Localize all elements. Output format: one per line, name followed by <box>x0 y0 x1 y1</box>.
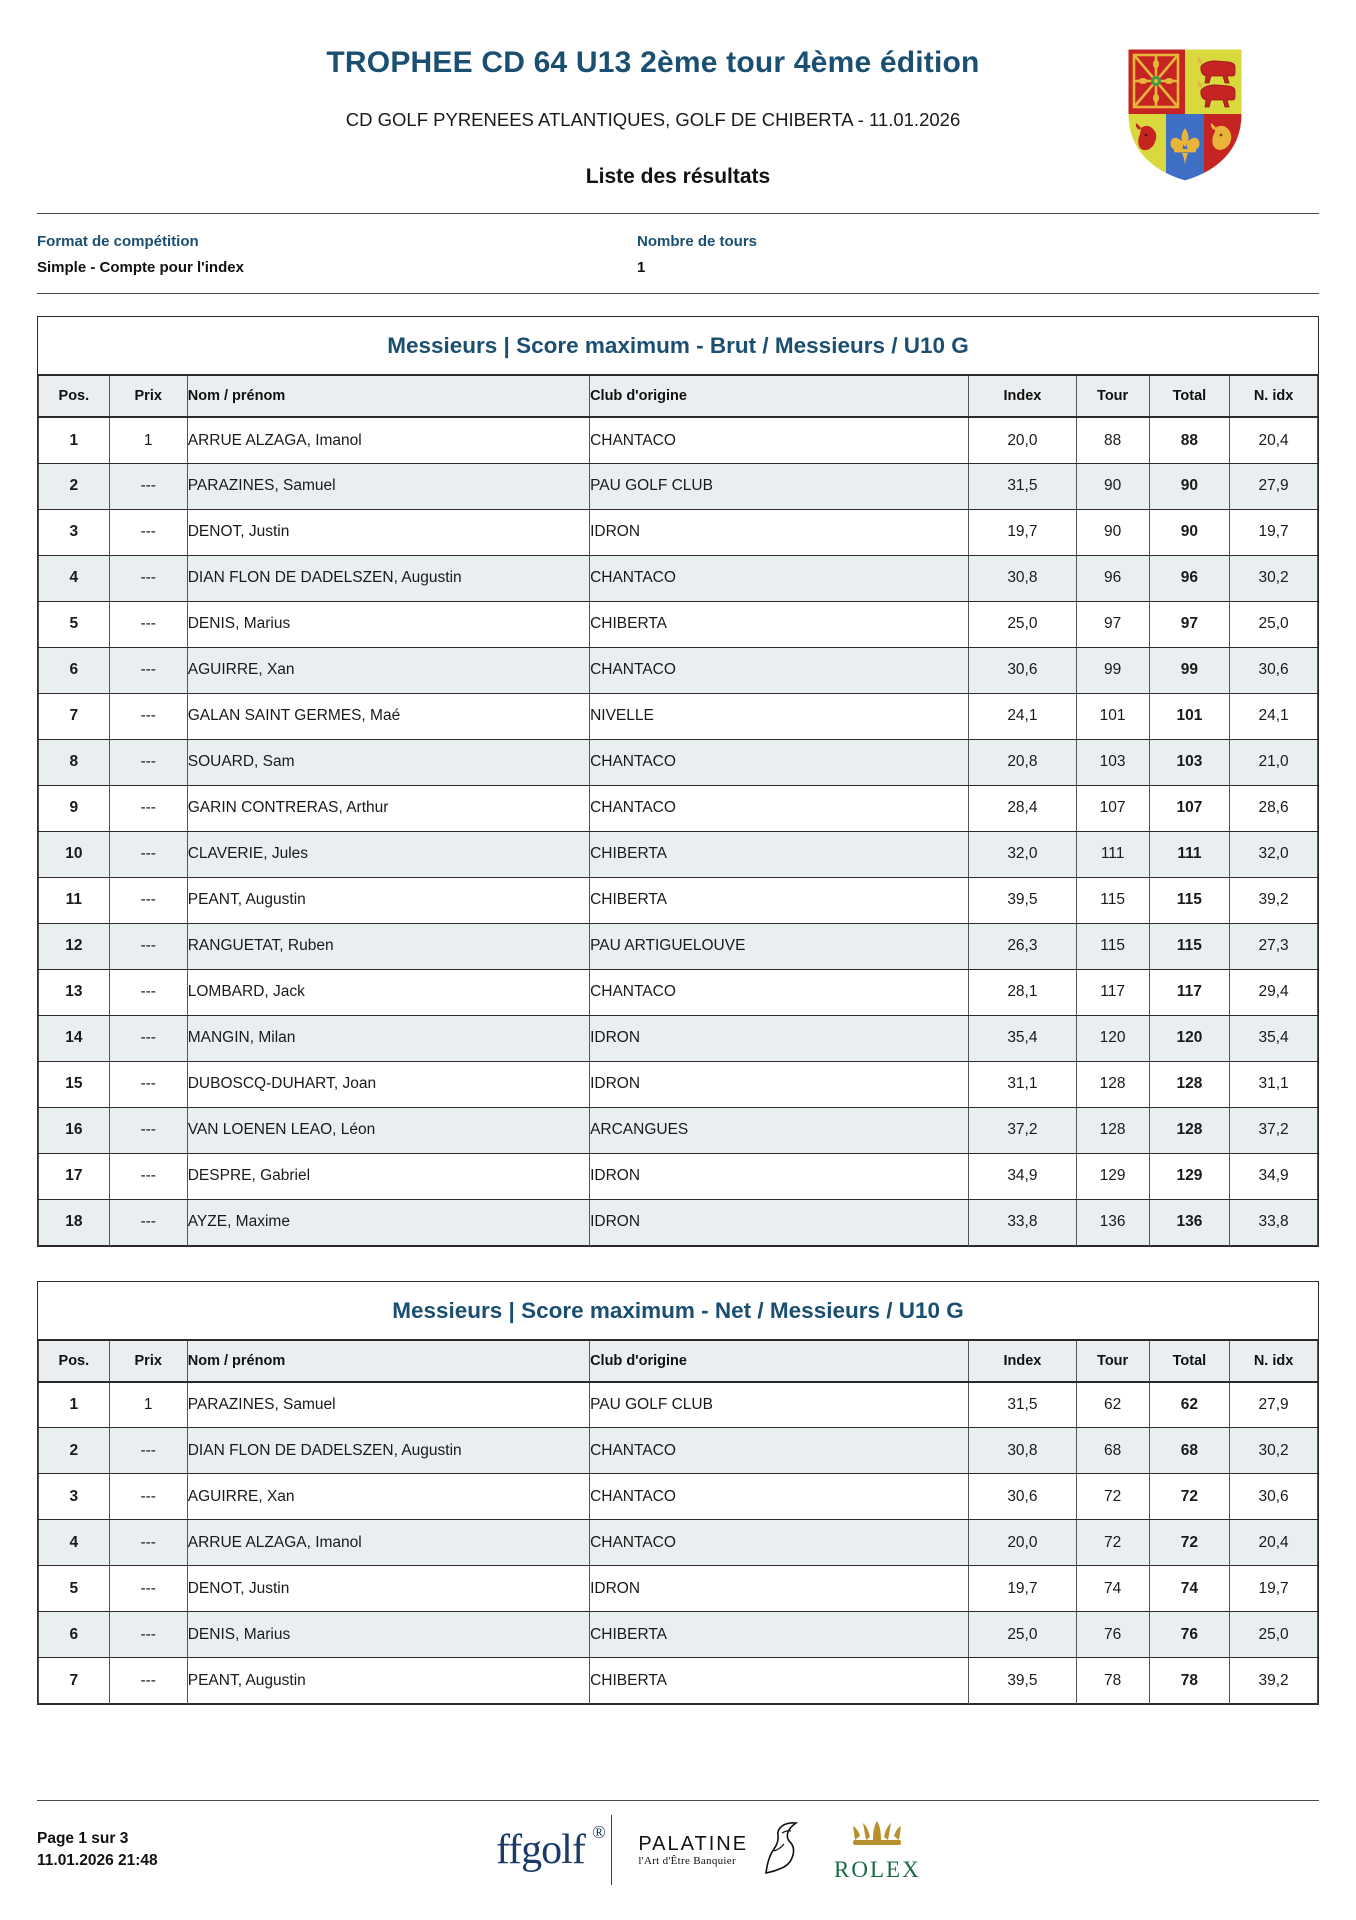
col-prix[interactable]: Prix <box>109 375 187 417</box>
table-row[interactable] <box>39 969 1318 1015</box>
cell-club: IDRON <box>590 1153 969 1199</box>
cell-index: 20,0 <box>969 1520 1076 1566</box>
cell-nidx: 27,9 <box>1230 1382 1318 1428</box>
cell-nidx: 33,8 <box>1230 1199 1318 1245</box>
cell-pos: 2 <box>39 463 110 509</box>
table-header-row <box>39 375 1318 417</box>
rounds-value: 1 <box>637 259 646 276</box>
cell-nidx: 37,2 <box>1230 1107 1318 1153</box>
table-row[interactable] <box>39 1015 1318 1061</box>
cell-nidx: 32,0 <box>1230 831 1318 877</box>
cell-tour: 117 <box>1076 969 1149 1015</box>
cell-nom: DENOT, Justin <box>187 1566 589 1612</box>
cell-total: 136 <box>1149 1199 1229 1245</box>
cell-index: 20,8 <box>969 739 1076 785</box>
cell-total: 74 <box>1149 1566 1229 1612</box>
rounds-column <box>637 228 1319 280</box>
cell-tour: 129 <box>1076 1153 1149 1199</box>
cell-nom: SOUARD, Sam <box>187 739 589 785</box>
cell-total: 90 <box>1149 463 1229 509</box>
table-row[interactable] <box>39 417 1318 463</box>
results-table <box>38 1339 1318 1705</box>
cell-club: CHIBERTA <box>590 1658 969 1704</box>
cell-nidx: 34,9 <box>1230 1153 1318 1199</box>
palatine-logo <box>638 1821 808 1879</box>
cell-nom: PEANT, Augustin <box>187 877 589 923</box>
cell-index: 20,0 <box>969 417 1076 463</box>
results-table-net <box>37 1281 1319 1706</box>
rolex-logo <box>834 1820 921 1881</box>
competition-info <box>37 214 1319 294</box>
table-row[interactable] <box>39 693 1318 739</box>
cell-nom: AGUIRRE, Xan <box>187 1474 589 1520</box>
cell-prix: --- <box>109 1474 187 1520</box>
cell-pos: 7 <box>39 1658 110 1704</box>
col-nidx[interactable]: N. idx <box>1230 375 1318 417</box>
cell-index: 35,4 <box>969 1015 1076 1061</box>
cell-tour: 99 <box>1076 647 1149 693</box>
cell-club: CHANTACO <box>590 647 969 693</box>
cell-pos: 4 <box>39 555 110 601</box>
cell-nom: ARRUE ALZAGA, Imanol <box>187 1520 589 1566</box>
cell-index: 25,0 <box>969 601 1076 647</box>
cell-club: CHANTACO <box>590 969 969 1015</box>
cell-nom: DENOT, Justin <box>187 509 589 555</box>
cell-tour: 88 <box>1076 417 1149 463</box>
page-title: TROPHEE CD 64 U13 2ème tour 4ème édition <box>326 46 980 79</box>
cell-tour: 107 <box>1076 785 1149 831</box>
coat-of-arms-icon <box>1119 42 1251 184</box>
palatine-tagline: l'Art d'Être Banquier <box>638 1854 736 1867</box>
cell-nom: GARIN CONTRERAS, Arthur <box>187 785 589 831</box>
cell-prix: --- <box>109 1107 187 1153</box>
cell-total: 90 <box>1149 509 1229 555</box>
palatine-wordmark: PALATINE <box>638 1832 749 1855</box>
cell-prix: --- <box>109 1658 187 1704</box>
logo-separator <box>611 1815 613 1885</box>
table-row[interactable] <box>39 463 1318 509</box>
table-row[interactable] <box>39 1061 1318 1107</box>
col-index[interactable]: Index <box>969 1340 1076 1382</box>
cell-club: IDRON <box>590 1566 969 1612</box>
cell-pos: 9 <box>39 785 110 831</box>
table-row[interactable] <box>39 1107 1318 1153</box>
format-column <box>37 228 637 280</box>
cell-nidx: 19,7 <box>1230 1566 1318 1612</box>
col-pos[interactable]: Pos. <box>39 1340 110 1382</box>
cell-club: IDRON <box>590 1199 969 1245</box>
table-row[interactable] <box>39 509 1318 555</box>
cell-nidx: 24,1 <box>1230 693 1318 739</box>
cell-tour: 136 <box>1076 1199 1149 1245</box>
table-row[interactable] <box>39 1428 1318 1474</box>
cell-pos: 14 <box>39 1015 110 1061</box>
cell-club: CHANTACO <box>590 785 969 831</box>
cell-club: PAU ARTIGUELOUVE <box>590 923 969 969</box>
palatine-horse-icon <box>756 1821 808 1879</box>
cell-nom: LOMBARD, Jack <box>187 969 589 1015</box>
table-row[interactable] <box>39 877 1318 923</box>
cell-nom: PEANT, Augustin <box>187 1658 589 1704</box>
table-body <box>39 1382 1318 1704</box>
cell-pos: 8 <box>39 739 110 785</box>
table-row[interactable] <box>39 1612 1318 1658</box>
cell-nom: AYZE, Maxime <box>187 1199 589 1245</box>
cell-tour: 97 <box>1076 601 1149 647</box>
cell-prix: --- <box>109 1015 187 1061</box>
cell-index: 25,0 <box>969 1612 1076 1658</box>
format-label: Format de compétition <box>37 232 199 250</box>
cell-club: PAU GOLF CLUB <box>590 1382 969 1428</box>
table-header <box>39 1340 1318 1382</box>
cell-club: CHANTACO <box>590 1474 969 1520</box>
cell-prix: 1 <box>109 1382 187 1428</box>
cell-total: 88 <box>1149 417 1229 463</box>
cell-prix: --- <box>109 877 187 923</box>
col-pos[interactable]: Pos. <box>39 375 110 417</box>
cell-pos: 1 <box>39 1382 110 1428</box>
cell-club: IDRON <box>590 1061 969 1107</box>
rounds-label: Nombre de tours <box>637 232 758 250</box>
cell-prix: --- <box>109 1199 187 1245</box>
cell-prix: 1 <box>109 417 187 463</box>
cell-nidx: 21,0 <box>1230 739 1318 785</box>
cell-tour: 78 <box>1076 1658 1149 1704</box>
table-row[interactable] <box>39 1382 1318 1428</box>
cell-nidx: 28,6 <box>1230 785 1318 831</box>
cell-nom: DENIS, Marius <box>187 1612 589 1658</box>
cell-prix: --- <box>109 1612 187 1658</box>
cell-club: NIVELLE <box>590 693 969 739</box>
cell-prix: --- <box>109 1153 187 1199</box>
table-row[interactable] <box>39 647 1318 693</box>
cell-club: CHANTACO <box>590 555 969 601</box>
cell-total: 99 <box>1149 647 1229 693</box>
cell-index: 31,5 <box>969 463 1076 509</box>
cell-nidx: 30,2 <box>1230 1428 1318 1474</box>
table-row[interactable] <box>39 739 1318 785</box>
cell-club: IDRON <box>590 509 969 555</box>
cell-pos: 7 <box>39 693 110 739</box>
cell-nidx: 35,4 <box>1230 1015 1318 1061</box>
cell-tour: 103 <box>1076 739 1149 785</box>
cell-club: CHIBERTA <box>590 1612 969 1658</box>
cell-total: 76 <box>1149 1612 1229 1658</box>
cell-nidx: 39,2 <box>1230 877 1318 923</box>
ffgolf-logo <box>495 1822 605 1873</box>
cell-index: 31,1 <box>969 1061 1076 1107</box>
page-header <box>0 0 1356 189</box>
cell-index: 37,2 <box>969 1107 1076 1153</box>
cell-total: 62 <box>1149 1382 1229 1428</box>
cell-total: 129 <box>1149 1153 1229 1199</box>
cell-index: 30,6 <box>969 1474 1076 1520</box>
cell-tour: 128 <box>1076 1061 1149 1107</box>
cell-pos: 16 <box>39 1107 110 1153</box>
page-footer <box>0 1800 1356 1920</box>
cell-pos: 13 <box>39 969 110 1015</box>
cell-pos: 1 <box>39 417 110 463</box>
cell-pos: 6 <box>39 1612 110 1658</box>
cell-total: 128 <box>1149 1107 1229 1153</box>
cell-tour: 120 <box>1076 1015 1149 1061</box>
cell-index: 24,1 <box>969 693 1076 739</box>
cell-nidx: 39,2 <box>1230 1658 1318 1704</box>
sponsor-logos <box>98 1815 1319 1885</box>
cell-nidx: 25,0 <box>1230 601 1318 647</box>
cell-prix: --- <box>109 831 187 877</box>
cell-index: 39,5 <box>969 877 1076 923</box>
cell-prix: --- <box>109 1566 187 1612</box>
table-caption: Messieurs | Score maximum - Brut / Messieurs / U10 G <box>38 317 1318 374</box>
cell-club: CHANTACO <box>590 417 969 463</box>
col-nom[interactable]: Nom / prénom <box>187 375 589 417</box>
cell-tour: 96 <box>1076 555 1149 601</box>
cell-prix: --- <box>109 785 187 831</box>
cell-nidx: 20,4 <box>1230 417 1318 463</box>
cell-total: 117 <box>1149 969 1229 1015</box>
table-body <box>39 417 1318 1245</box>
cell-nom: GALAN SAINT GERMES, Maé <box>187 693 589 739</box>
rolex-crown-icon <box>849 1820 905 1850</box>
cell-index: 39,5 <box>969 1658 1076 1704</box>
cell-total: 97 <box>1149 601 1229 647</box>
table-caption: Messieurs | Score maximum - Net / Messieurs / U10 G <box>38 1282 1318 1339</box>
col-nom[interactable]: Nom / prénom <box>187 1340 589 1382</box>
cell-club: CHIBERTA <box>590 831 969 877</box>
cell-index: 31,5 <box>969 1382 1076 1428</box>
cell-nidx: 31,1 <box>1230 1061 1318 1107</box>
table-row[interactable] <box>39 1566 1318 1612</box>
cell-nom: DENIS, Marius <box>187 601 589 647</box>
cell-prix: --- <box>109 739 187 785</box>
cell-pos: 2 <box>39 1428 110 1474</box>
cell-nidx: 27,3 <box>1230 923 1318 969</box>
cell-nom: PARAZINES, Samuel <box>187 1382 589 1428</box>
generated-timestamp: 11.01.2026 21:48 <box>37 1852 158 1869</box>
cell-prix: --- <box>109 923 187 969</box>
cell-pos: 15 <box>39 1061 110 1107</box>
rolex-wordmark: ROLEX <box>834 1856 921 1882</box>
cell-index: 28,1 <box>969 969 1076 1015</box>
cell-pos: 3 <box>39 509 110 555</box>
table-header <box>39 375 1318 417</box>
cell-prix: --- <box>109 969 187 1015</box>
cell-prix: --- <box>109 1428 187 1474</box>
cell-club: CHIBERTA <box>590 877 969 923</box>
table-row[interactable] <box>39 601 1318 647</box>
cell-tour: 115 <box>1076 923 1149 969</box>
cell-prix: --- <box>109 509 187 555</box>
results-table <box>38 374 1318 1246</box>
cell-tour: 90 <box>1076 509 1149 555</box>
results-table-brut <box>37 316 1319 1247</box>
cell-nom: DIAN FLON DE DADELSZEN, Augustin <box>187 1428 589 1474</box>
cell-total: 103 <box>1149 739 1229 785</box>
cell-tour: 74 <box>1076 1566 1149 1612</box>
cell-total: 72 <box>1149 1520 1229 1566</box>
cell-nom: CLAVERIE, Jules <box>187 831 589 877</box>
cell-nom: VAN LOENEN LEAO, Léon <box>187 1107 589 1153</box>
table-row[interactable] <box>39 555 1318 601</box>
cell-prix: --- <box>109 463 187 509</box>
cell-total: 115 <box>1149 923 1229 969</box>
cell-pos: 4 <box>39 1520 110 1566</box>
cell-total: 72 <box>1149 1474 1229 1520</box>
col-index[interactable]: Index <box>969 375 1076 417</box>
cell-prix: --- <box>109 647 187 693</box>
cell-club: CHIBERTA <box>590 601 969 647</box>
cell-prix: --- <box>109 601 187 647</box>
cell-tour: 111 <box>1076 831 1149 877</box>
cell-pos: 3 <box>39 1474 110 1520</box>
table-row[interactable] <box>39 1153 1318 1199</box>
cell-total: 115 <box>1149 877 1229 923</box>
cell-prix: --- <box>109 555 187 601</box>
cell-index: 28,4 <box>969 785 1076 831</box>
cell-index: 33,8 <box>969 1199 1076 1245</box>
cell-nom: RANGUETAT, Ruben <box>187 923 589 969</box>
cell-tour: 72 <box>1076 1474 1149 1520</box>
col-tour[interactable]: Tour <box>1076 1340 1149 1382</box>
cell-tour: 62 <box>1076 1382 1149 1428</box>
cell-tour: 76 <box>1076 1612 1149 1658</box>
cell-pos: 17 <box>39 1153 110 1199</box>
cell-prix: --- <box>109 1061 187 1107</box>
cell-pos: 10 <box>39 831 110 877</box>
cell-index: 26,3 <box>969 923 1076 969</box>
cell-nidx: 20,4 <box>1230 1520 1318 1566</box>
cell-index: 30,6 <box>969 647 1076 693</box>
cell-club: CHANTACO <box>590 1428 969 1474</box>
cell-nom: DUBOSCQ-DUHART, Joan <box>187 1061 589 1107</box>
col-total[interactable]: Total <box>1149 1340 1229 1382</box>
col-club[interactable]: Club d'origine <box>590 1340 969 1382</box>
cell-total: 107 <box>1149 785 1229 831</box>
table-row[interactable] <box>39 1520 1318 1566</box>
cell-index: 32,0 <box>969 831 1076 877</box>
cell-pos: 5 <box>39 601 110 647</box>
cell-total: 120 <box>1149 1015 1229 1061</box>
cell-nom: MANGIN, Milan <box>187 1015 589 1061</box>
col-tour[interactable]: Tour <box>1076 375 1149 417</box>
cell-club: IDRON <box>590 1015 969 1061</box>
cell-club: CHANTACO <box>590 1520 969 1566</box>
cell-tour: 101 <box>1076 693 1149 739</box>
cell-pos: 6 <box>39 647 110 693</box>
cell-index: 19,7 <box>969 1566 1076 1612</box>
cell-total: 96 <box>1149 555 1229 601</box>
cell-nidx: 25,0 <box>1230 1612 1318 1658</box>
format-value: Simple - Compte pour l'index <box>37 259 244 276</box>
cell-nidx: 19,7 <box>1230 509 1318 555</box>
cell-nom: PARAZINES, Samuel <box>187 463 589 509</box>
cell-index: 34,9 <box>969 1153 1076 1199</box>
table-row[interactable] <box>39 831 1318 877</box>
cell-total: 101 <box>1149 693 1229 739</box>
cell-nidx: 27,9 <box>1230 463 1318 509</box>
cell-tour: 128 <box>1076 1107 1149 1153</box>
page-subtitle: CD GOLF PYRENEES ATLANTIQUES, GOLF DE CHIBERTA - 11.01.2026 <box>345 108 961 130</box>
cell-nidx: 30,6 <box>1230 1474 1318 1520</box>
cell-total: 111 <box>1149 831 1229 877</box>
cell-pos: 5 <box>39 1566 110 1612</box>
table-row[interactable] <box>39 785 1318 831</box>
registered-trademark-icon: ® <box>592 1822 605 1842</box>
cell-nidx: 29,4 <box>1230 969 1318 1015</box>
cell-club: ARCANGUES <box>590 1107 969 1153</box>
col-nidx[interactable]: N. idx <box>1230 1340 1318 1382</box>
cell-total: 78 <box>1149 1658 1229 1704</box>
cell-tour: 72 <box>1076 1520 1149 1566</box>
cell-index: 19,7 <box>969 509 1076 555</box>
cell-nom: AGUIRRE, Xan <box>187 647 589 693</box>
col-total[interactable]: Total <box>1149 375 1229 417</box>
page-number: Page 1 sur 3 <box>37 1829 129 1847</box>
table-row[interactable] <box>39 1199 1318 1245</box>
section-title: Liste des résultats <box>585 164 771 188</box>
ffgolf-wordmark: ffgolf <box>495 1827 585 1873</box>
cell-tour: 115 <box>1076 877 1149 923</box>
cell-tour: 68 <box>1076 1428 1149 1474</box>
cell-nom: DESPRE, Gabriel <box>187 1153 589 1199</box>
divider-bottom <box>37 293 1319 294</box>
cell-total: 68 <box>1149 1428 1229 1474</box>
table-row[interactable] <box>39 923 1318 969</box>
table-row[interactable] <box>39 1474 1318 1520</box>
col-prix[interactable]: Prix <box>109 1340 187 1382</box>
cell-prix: --- <box>109 693 187 739</box>
cell-club: CHANTACO <box>590 739 969 785</box>
cell-club: PAU GOLF CLUB <box>590 463 969 509</box>
cell-pos: 18 <box>39 1199 110 1245</box>
cell-index: 30,8 <box>969 555 1076 601</box>
cell-tour: 90 <box>1076 463 1149 509</box>
cell-prix: --- <box>109 1520 187 1566</box>
cell-nidx: 30,2 <box>1230 555 1318 601</box>
col-club[interactable]: Club d'origine <box>590 375 969 417</box>
cell-total: 128 <box>1149 1061 1229 1107</box>
cell-pos: 11 <box>39 877 110 923</box>
cell-index: 30,8 <box>969 1428 1076 1474</box>
table-row[interactable] <box>39 1658 1318 1704</box>
table-header-row <box>39 1340 1318 1382</box>
cell-nidx: 30,6 <box>1230 647 1318 693</box>
cell-nom: DIAN FLON DE DADELSZEN, Augustin <box>187 555 589 601</box>
cell-pos: 12 <box>39 923 110 969</box>
cell-nom: ARRUE ALZAGA, Imanol <box>187 417 589 463</box>
